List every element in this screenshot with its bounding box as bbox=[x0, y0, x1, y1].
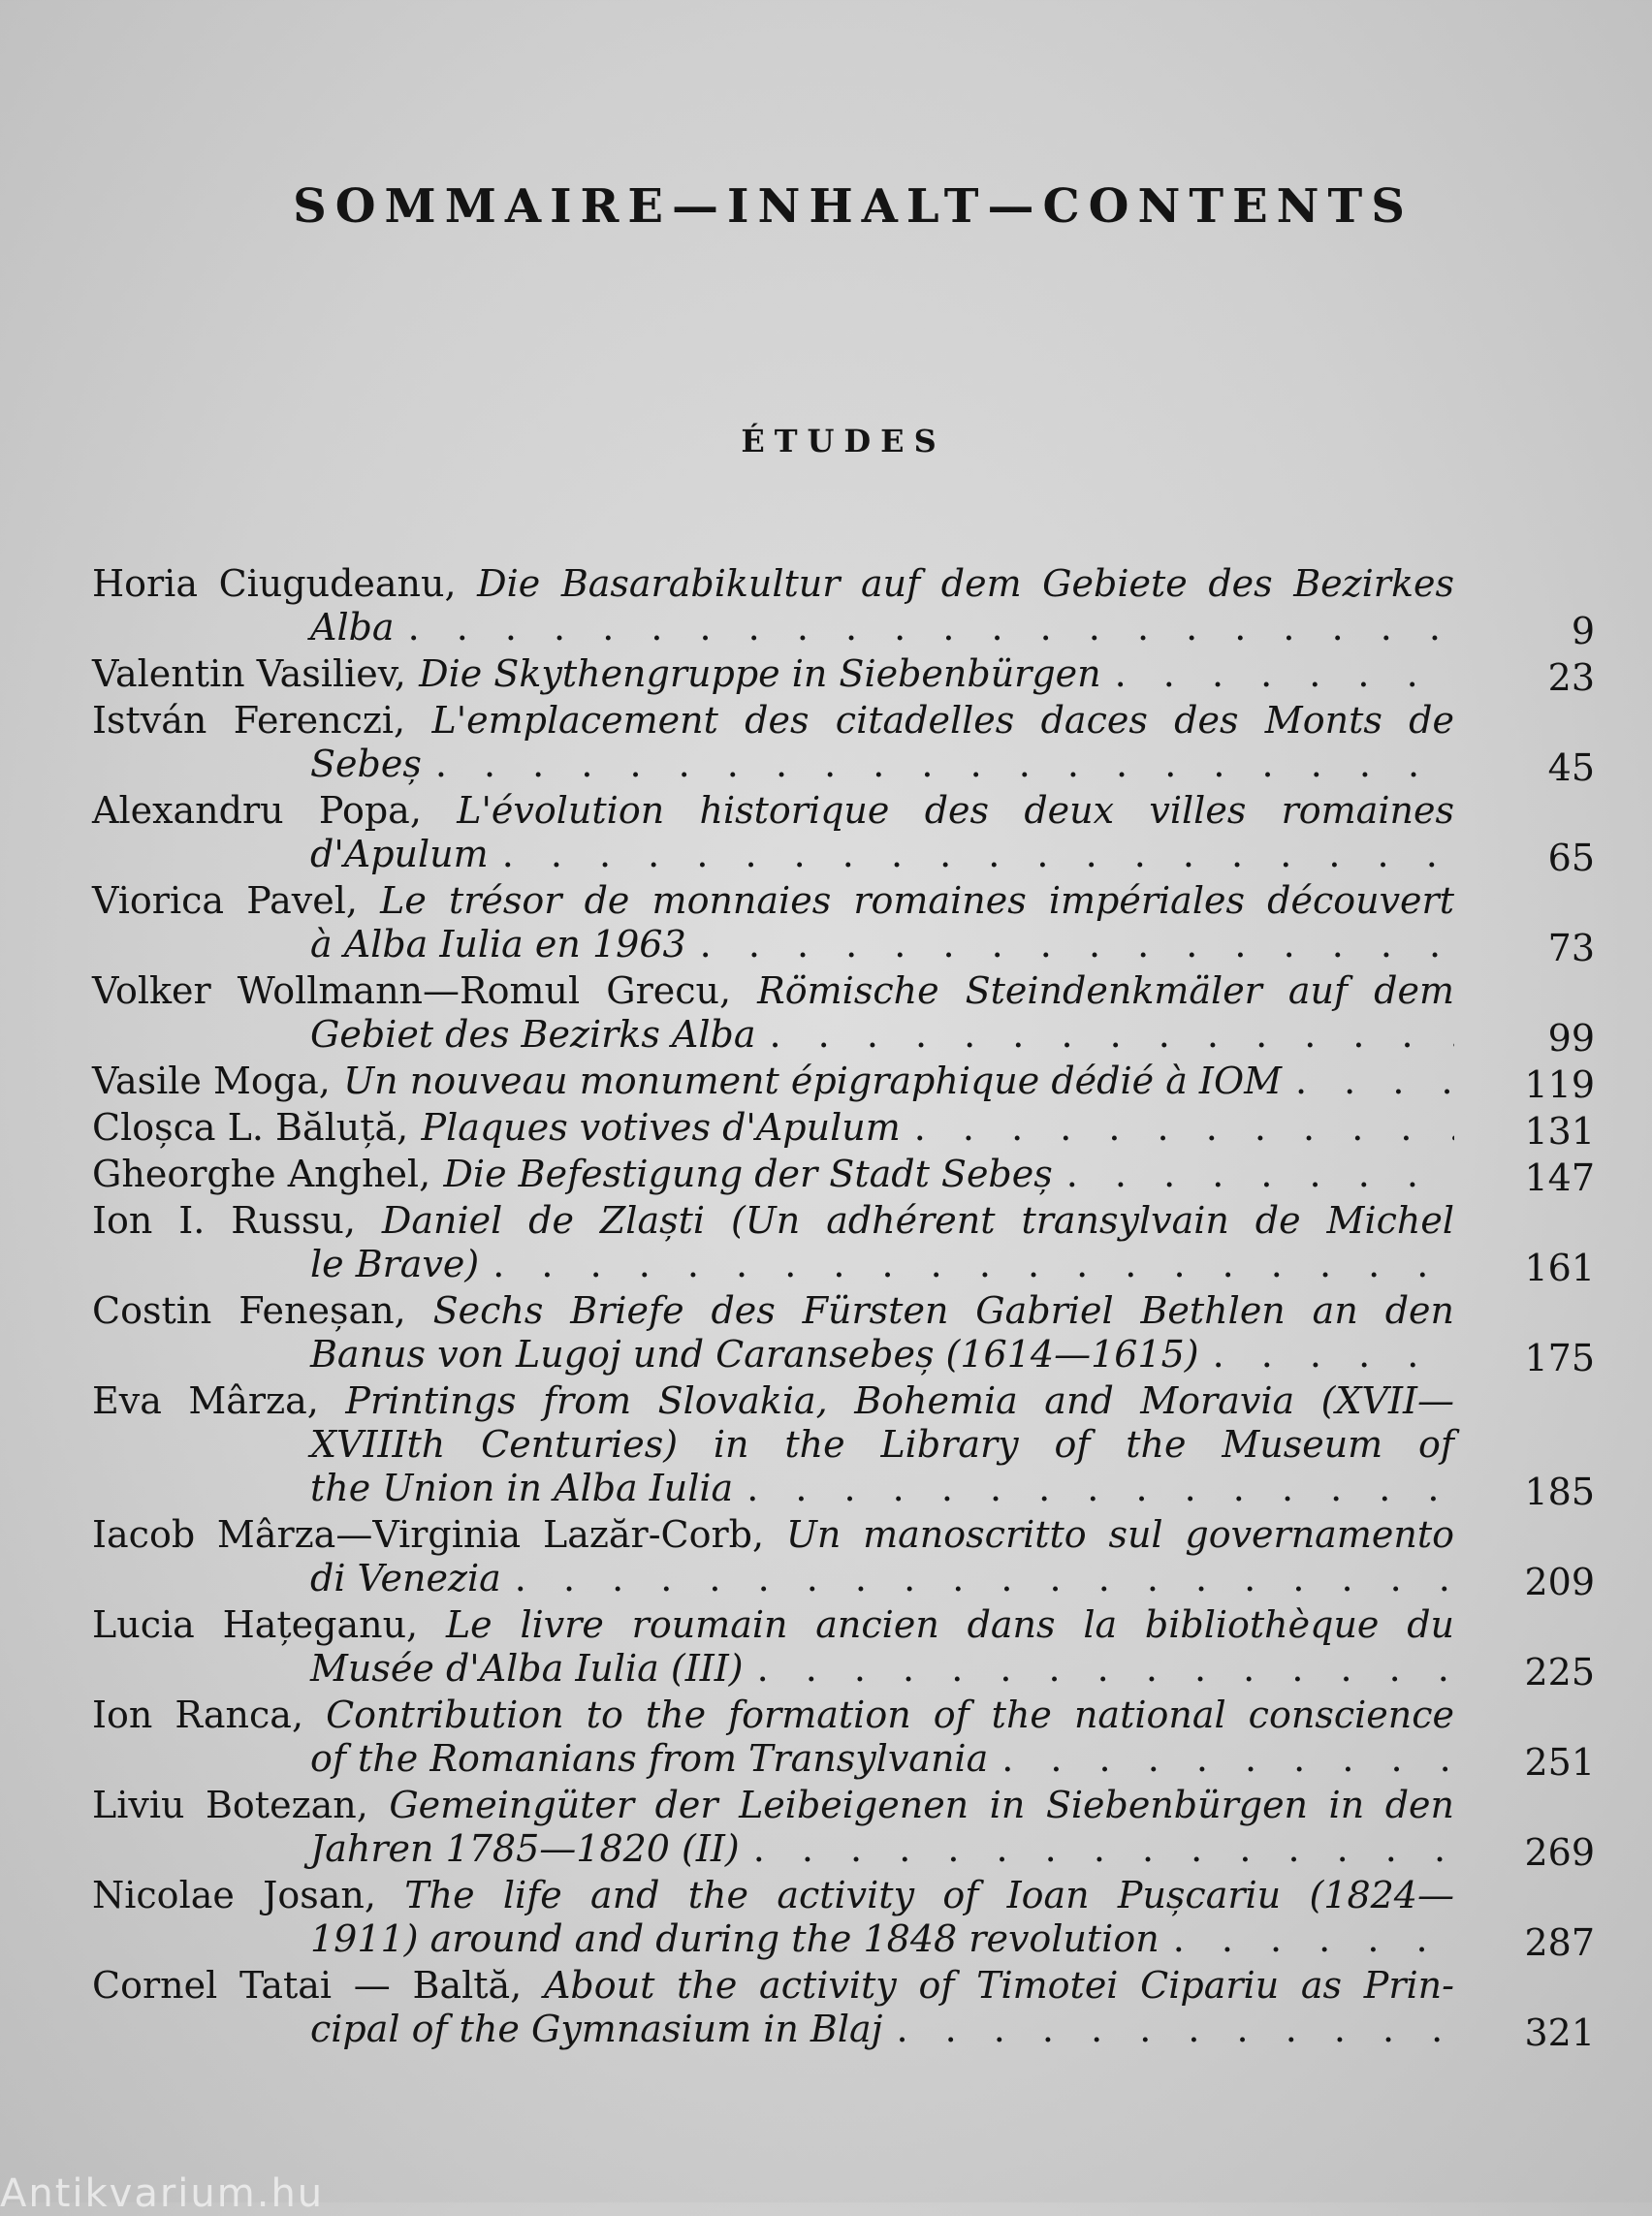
toc-line bbox=[92, 923, 1595, 969]
table-of-contents bbox=[92, 562, 1595, 2054]
watermark: Antikvarium.hu bbox=[0, 2171, 325, 2216]
toc-entry bbox=[92, 1153, 1595, 1199]
toc-line-text bbox=[310, 1467, 1454, 1510]
toc-line-text bbox=[92, 1289, 1454, 1333]
toc-line bbox=[92, 833, 1595, 879]
toc-line bbox=[92, 2008, 1595, 2054]
toc-line bbox=[92, 1917, 1595, 1964]
toc-line-text bbox=[92, 652, 1454, 696]
dot-leader bbox=[733, 1467, 1454, 1510]
page-number: 225 bbox=[1524, 1651, 1595, 1694]
toc-entry bbox=[92, 652, 1595, 699]
toc-line-text bbox=[310, 1737, 1454, 1781]
entry-title: Daniel de Zlaști (Un adhérent transylvain de Michel bbox=[381, 1199, 1454, 1242]
entry-title: Gebiet des Bezirks Alba bbox=[310, 1013, 756, 1056]
toc-entry bbox=[92, 1379, 1595, 1513]
toc-line bbox=[92, 1106, 1595, 1153]
toc-line bbox=[92, 1827, 1595, 1874]
entry-title: Le trésor de monnaies romaines impériales découvert bbox=[380, 879, 1454, 922]
dot-leader bbox=[501, 1557, 1454, 1600]
entry-title: à Alba Iulia en 1963 bbox=[310, 923, 686, 966]
toc-line bbox=[92, 1647, 1595, 1694]
dot-leader bbox=[901, 1106, 1454, 1150]
dot-leader bbox=[422, 743, 1454, 786]
dot-leader bbox=[882, 2008, 1454, 2051]
entry-author: Valentin Vasiliev, bbox=[92, 652, 406, 695]
entry-author: Vasile Moga, bbox=[92, 1060, 331, 1102]
toc-line-text bbox=[92, 879, 1454, 923]
toc-entry bbox=[92, 1874, 1595, 1964]
toc-line bbox=[92, 1603, 1595, 1647]
entry-title: Banus von Lugoj und Caransebeș (1614—1615) bbox=[310, 1333, 1199, 1376]
entry-author: Volker Wollmann—Romul Grecu, bbox=[92, 969, 732, 1012]
toc-line bbox=[92, 606, 1595, 652]
toc-line bbox=[92, 562, 1595, 606]
entry-author: Nicolae Josan, bbox=[92, 1874, 376, 1916]
page-number: 287 bbox=[1524, 1921, 1595, 1964]
toc-entry bbox=[92, 969, 1595, 1060]
toc-line-text bbox=[92, 1603, 1454, 1647]
toc-entry bbox=[92, 1060, 1595, 1106]
entry-title: 1911) around and during the 1848 revolution bbox=[310, 1917, 1160, 1960]
page-number: 73 bbox=[1547, 927, 1595, 969]
entry-author: Lucia Hațeganu, bbox=[92, 1603, 419, 1646]
entry-title: About the activity of Timotei Cipariu as Prin- bbox=[543, 1964, 1454, 2007]
entry-title: L'emplacement des citadelles daces des Monts de bbox=[431, 699, 1454, 742]
page-number: 251 bbox=[1524, 1741, 1595, 1784]
toc-line-text bbox=[310, 1827, 1454, 1871]
entry-title: Musée d'Alba Iulia (III) bbox=[310, 1647, 744, 1690]
toc-line-text bbox=[92, 1694, 1454, 1737]
toc-line bbox=[92, 1557, 1595, 1603]
page-number: 147 bbox=[1524, 1156, 1595, 1199]
toc-line bbox=[92, 1060, 1595, 1106]
toc-entry bbox=[92, 1694, 1595, 1784]
toc-line bbox=[92, 1199, 1595, 1243]
page-number: 185 bbox=[1524, 1471, 1595, 1513]
entry-author: Costin Feneșan, bbox=[92, 1289, 406, 1332]
toc-line bbox=[92, 1467, 1595, 1513]
toc-line-text bbox=[310, 743, 1454, 786]
toc-line-text bbox=[92, 1513, 1454, 1557]
toc-line bbox=[92, 1513, 1595, 1557]
toc-line bbox=[92, 1379, 1595, 1423]
toc-line-text bbox=[92, 789, 1454, 833]
page-number: 209 bbox=[1524, 1561, 1595, 1603]
toc-line-text bbox=[92, 1379, 1454, 1423]
dot-leader bbox=[1160, 1917, 1454, 1961]
toc-entry bbox=[92, 1603, 1595, 1694]
entry-title: Printings from Slovakia, Bohemia and Moravia (XVII— bbox=[345, 1379, 1454, 1422]
toc-entry bbox=[92, 1784, 1595, 1874]
toc-line-text bbox=[92, 1060, 1454, 1103]
entry-title: the Union in Alba Iulia bbox=[310, 1467, 734, 1509]
toc-entry bbox=[92, 1964, 1595, 2054]
entry-title: Die Skythengruppe in Siebenbürgen bbox=[419, 652, 1101, 695]
entry-title: Un nouveau monument épigraphique dédié à IOM bbox=[343, 1060, 1283, 1102]
page-title: SOMMAIRE—INHALT—CONTENTS bbox=[293, 179, 1414, 234]
section-heading: ÉTUDES bbox=[741, 423, 946, 459]
toc-line-text bbox=[92, 699, 1454, 743]
dot-leader bbox=[756, 1013, 1455, 1057]
entry-title: di Venezia bbox=[310, 1557, 501, 1599]
dot-leader bbox=[489, 833, 1454, 876]
entry-author: Cloșca L. Băluță, bbox=[92, 1106, 409, 1149]
toc-line bbox=[92, 1289, 1595, 1333]
entry-title: Römische Steindenkmäler auf dem bbox=[757, 969, 1454, 1012]
toc-line-text bbox=[310, 1647, 1454, 1691]
toc-line bbox=[92, 969, 1595, 1013]
toc-line-text bbox=[92, 1106, 1454, 1150]
entry-author: Eva Mârza, bbox=[92, 1379, 319, 1422]
entry-author: Liviu Botezan, bbox=[92, 1784, 368, 1826]
page-number: 65 bbox=[1547, 837, 1595, 879]
page-number: 119 bbox=[1524, 1063, 1595, 1106]
toc-line-text bbox=[92, 1874, 1454, 1917]
toc-line-text bbox=[92, 562, 1454, 606]
entry-title: Jahren 1785—1820 (II) bbox=[310, 1827, 740, 1870]
toc-line bbox=[92, 652, 1595, 699]
dot-leader bbox=[740, 1827, 1454, 1871]
entry-title: Gemeingüter der Leibeigenen in Siebenbürgen in den bbox=[389, 1784, 1454, 1826]
toc-line bbox=[92, 789, 1595, 833]
toc-line-text bbox=[92, 1784, 1454, 1827]
entry-title: The life and the activity of Ioan Pușcariu (1824— bbox=[404, 1874, 1454, 1916]
toc-line-text bbox=[310, 1423, 1454, 1467]
entry-title: L'évolution historique des deux villes romaines bbox=[457, 789, 1454, 832]
dot-leader bbox=[1282, 1060, 1454, 1103]
entry-title: Contribution to the formation of the national conscience bbox=[326, 1694, 1454, 1736]
toc-line-text bbox=[310, 923, 1454, 966]
dot-leader bbox=[686, 923, 1454, 966]
entry-author: Cornel Tatai — Baltă, bbox=[92, 1964, 523, 2007]
entry-author: Ion I. Russu, bbox=[92, 1199, 356, 1242]
entry-title: d'Apulum bbox=[310, 833, 489, 875]
toc-line bbox=[92, 1694, 1595, 1737]
entry-title: Plaques votives d'Apulum bbox=[421, 1106, 901, 1149]
toc-line-text bbox=[310, 2008, 1454, 2051]
dot-leader bbox=[744, 1647, 1454, 1691]
entry-author: Ion Ranca, bbox=[92, 1694, 304, 1736]
toc-line-text bbox=[310, 1333, 1454, 1377]
entry-author: István Ferenczi, bbox=[92, 699, 406, 742]
toc-entry bbox=[92, 562, 1595, 652]
toc-line-text bbox=[310, 1243, 1454, 1286]
entry-title: Sechs Briefe des Fürsten Gabriel Bethlen an den bbox=[432, 1289, 1454, 1332]
toc-line bbox=[92, 1153, 1595, 1199]
dot-leader bbox=[1199, 1333, 1454, 1377]
dot-leader bbox=[479, 1243, 1454, 1286]
entry-title: Sebeș bbox=[310, 743, 422, 785]
toc-line-text bbox=[92, 1964, 1454, 2008]
toc-entry bbox=[92, 1513, 1595, 1603]
entry-title: Alba bbox=[310, 606, 395, 649]
toc-line-text bbox=[92, 969, 1454, 1013]
toc-line bbox=[92, 1737, 1595, 1784]
page-number: 9 bbox=[1571, 610, 1595, 652]
toc-line bbox=[92, 1874, 1595, 1917]
toc-line bbox=[92, 1333, 1595, 1377]
toc-line-text bbox=[92, 1199, 1454, 1243]
entry-title: of the Romanians from Transylvania bbox=[310, 1737, 989, 1780]
toc-line bbox=[92, 699, 1595, 743]
page-number: 45 bbox=[1547, 746, 1595, 789]
entry-title: Un manoscritto sul governamento bbox=[785, 1513, 1454, 1556]
page-number: 175 bbox=[1524, 1337, 1595, 1379]
entry-title: le Brave) bbox=[310, 1243, 480, 1285]
dot-leader bbox=[988, 1737, 1454, 1781]
entry-author: Iacob Mârza—Virginia Lazăr-Corb, bbox=[92, 1513, 765, 1556]
entry-title: Die Basarabikultur auf dem Gebiete des Bezirkes bbox=[477, 562, 1454, 605]
toc-entry bbox=[92, 1289, 1595, 1377]
dot-leader bbox=[395, 606, 1454, 649]
toc-line bbox=[92, 1423, 1595, 1467]
toc-line bbox=[92, 1784, 1595, 1827]
toc-entry bbox=[92, 1199, 1595, 1289]
toc-line-text bbox=[310, 1013, 1454, 1057]
toc-line-text bbox=[310, 833, 1454, 876]
entry-title: Le livre roumain ancien dans la bibliothèque du bbox=[445, 1603, 1454, 1646]
toc-line bbox=[92, 1243, 1595, 1289]
toc-line-text bbox=[310, 1917, 1454, 1961]
toc-line-text bbox=[92, 1153, 1454, 1196]
toc-line bbox=[92, 879, 1595, 923]
entry-author: Alexandru Popa, bbox=[92, 789, 422, 832]
entry-author: Gheorghe Anghel, bbox=[92, 1153, 431, 1195]
page-number: 161 bbox=[1524, 1247, 1595, 1289]
toc-line-text bbox=[310, 1557, 1454, 1600]
toc-line bbox=[92, 1013, 1595, 1060]
page-number: 269 bbox=[1524, 1831, 1595, 1874]
entry-title: XVIIIth Centuries) in the Library of the Museum of bbox=[310, 1423, 1454, 1466]
toc-line bbox=[92, 1964, 1595, 2008]
entry-title: cipal of the Gymnasium in Blaj bbox=[310, 2008, 883, 2050]
toc-entry bbox=[92, 1106, 1595, 1153]
dot-leader bbox=[1053, 1153, 1454, 1196]
entry-author: Horia Ciugudeanu, bbox=[92, 562, 457, 605]
toc-entry bbox=[92, 789, 1595, 879]
page-number: 23 bbox=[1547, 656, 1595, 699]
toc-line-text bbox=[310, 606, 1454, 649]
entry-author: Viorica Pavel, bbox=[92, 879, 358, 922]
page-number: 131 bbox=[1524, 1110, 1595, 1153]
page-number: 321 bbox=[1524, 2011, 1595, 2054]
toc-line bbox=[92, 743, 1595, 789]
toc-entry bbox=[92, 699, 1595, 789]
entry-title: Die Befestigung der Stadt Sebeș bbox=[443, 1153, 1053, 1195]
page-number: 99 bbox=[1547, 1017, 1595, 1060]
dot-leader bbox=[1101, 652, 1454, 696]
toc-entry bbox=[92, 879, 1595, 969]
